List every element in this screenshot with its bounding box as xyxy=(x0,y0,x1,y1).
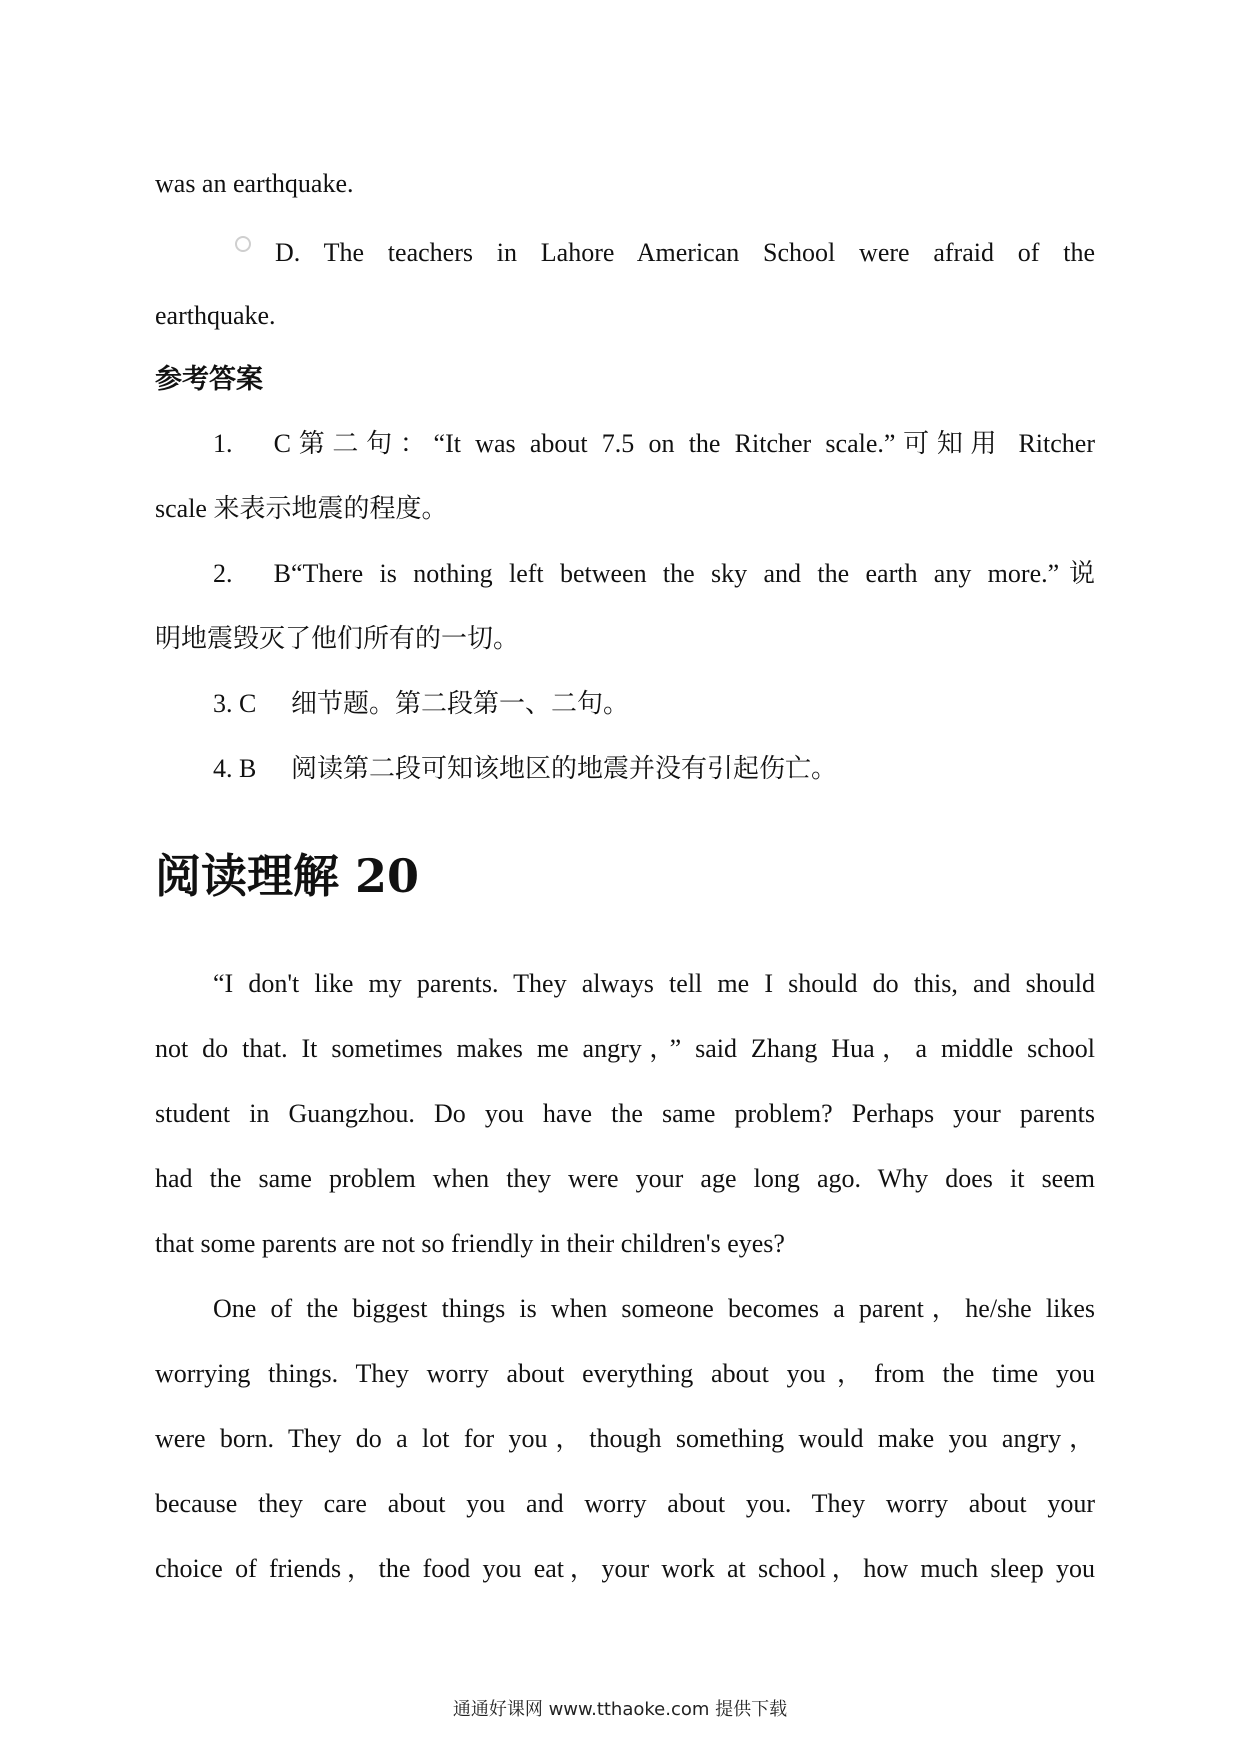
answer-2-line2: 明地震毁灭了他们所有的一切。 xyxy=(155,624,520,653)
radio-button-option-d[interactable] xyxy=(235,236,251,252)
option-d-line2: earthquake. xyxy=(155,301,276,330)
answer-4-text: 阅读第二段可知该地区的地震并没有引起伤亡。 xyxy=(291,754,838,783)
answer-2-text: “There is nothing left between the sky and the earth any more.”说 xyxy=(291,559,1095,588)
answer-1-label: 1. C xyxy=(213,429,291,458)
answer-1-text: 第二句：“It was about 7.5 on the Ritcher scale.”可知用 Ritcher xyxy=(291,429,1095,458)
answer-3-text: 细节题。第二段第一、二句。 xyxy=(291,689,630,718)
passage-p2-line1: One of the biggest things is when someone becomes a parent，he/she likes xyxy=(213,1294,1095,1323)
answer-4-label: 4. B xyxy=(213,754,257,783)
passage-p2-line4: because they care about you and worry about you. They worry about your xyxy=(155,1489,1095,1518)
answer-1-line2: scale 来表示地震的程度。 xyxy=(155,494,448,523)
passage-p1-line2: not do that. It sometimes makes me angry，” said Zhang Hua，a middle school xyxy=(155,1034,1095,1063)
answer-3-label: 3. C xyxy=(213,689,257,718)
passage-p1-line1: “I don't like my parents. They always tell me I should do this, and should xyxy=(213,969,1095,998)
passage-p1-line3: student in Guangzhou. Do you have the same problem? Perhaps your parents xyxy=(155,1099,1095,1128)
passage-p2-line5: choice of friends，the food you eat，your work at school，how much sleep you xyxy=(155,1554,1095,1583)
passage-p1-line4: had the same problem when they were your age long ago. Why does it seem xyxy=(155,1164,1095,1193)
answer-4 xyxy=(213,751,1095,787)
answer-2-line1 xyxy=(213,556,1095,592)
section-title: 阅读理解 20 xyxy=(155,849,420,903)
passage-p2-line3: were born. They do a lot for you，though something would make you angry， xyxy=(155,1424,1095,1453)
answer-3 xyxy=(213,686,1095,722)
answer-1-line1 xyxy=(213,426,1095,462)
passage-p1-line5: that some parents are not so friendly in their children's eyes? xyxy=(155,1229,785,1258)
page-footer: 通通好课网 www.tthaoke.com 提供下载 xyxy=(452,1699,788,1720)
answer-heading: 参考答案 xyxy=(155,364,263,395)
option-d-line1: D. The teachers in Lahore American School were afraid of the xyxy=(275,238,1095,267)
option-c-tail: was an earthquake. xyxy=(155,169,354,198)
answer-2-label: 2. B xyxy=(213,559,291,588)
passage-p2-line2: worrying things. They worry about everything about you，from the time you xyxy=(155,1359,1095,1388)
